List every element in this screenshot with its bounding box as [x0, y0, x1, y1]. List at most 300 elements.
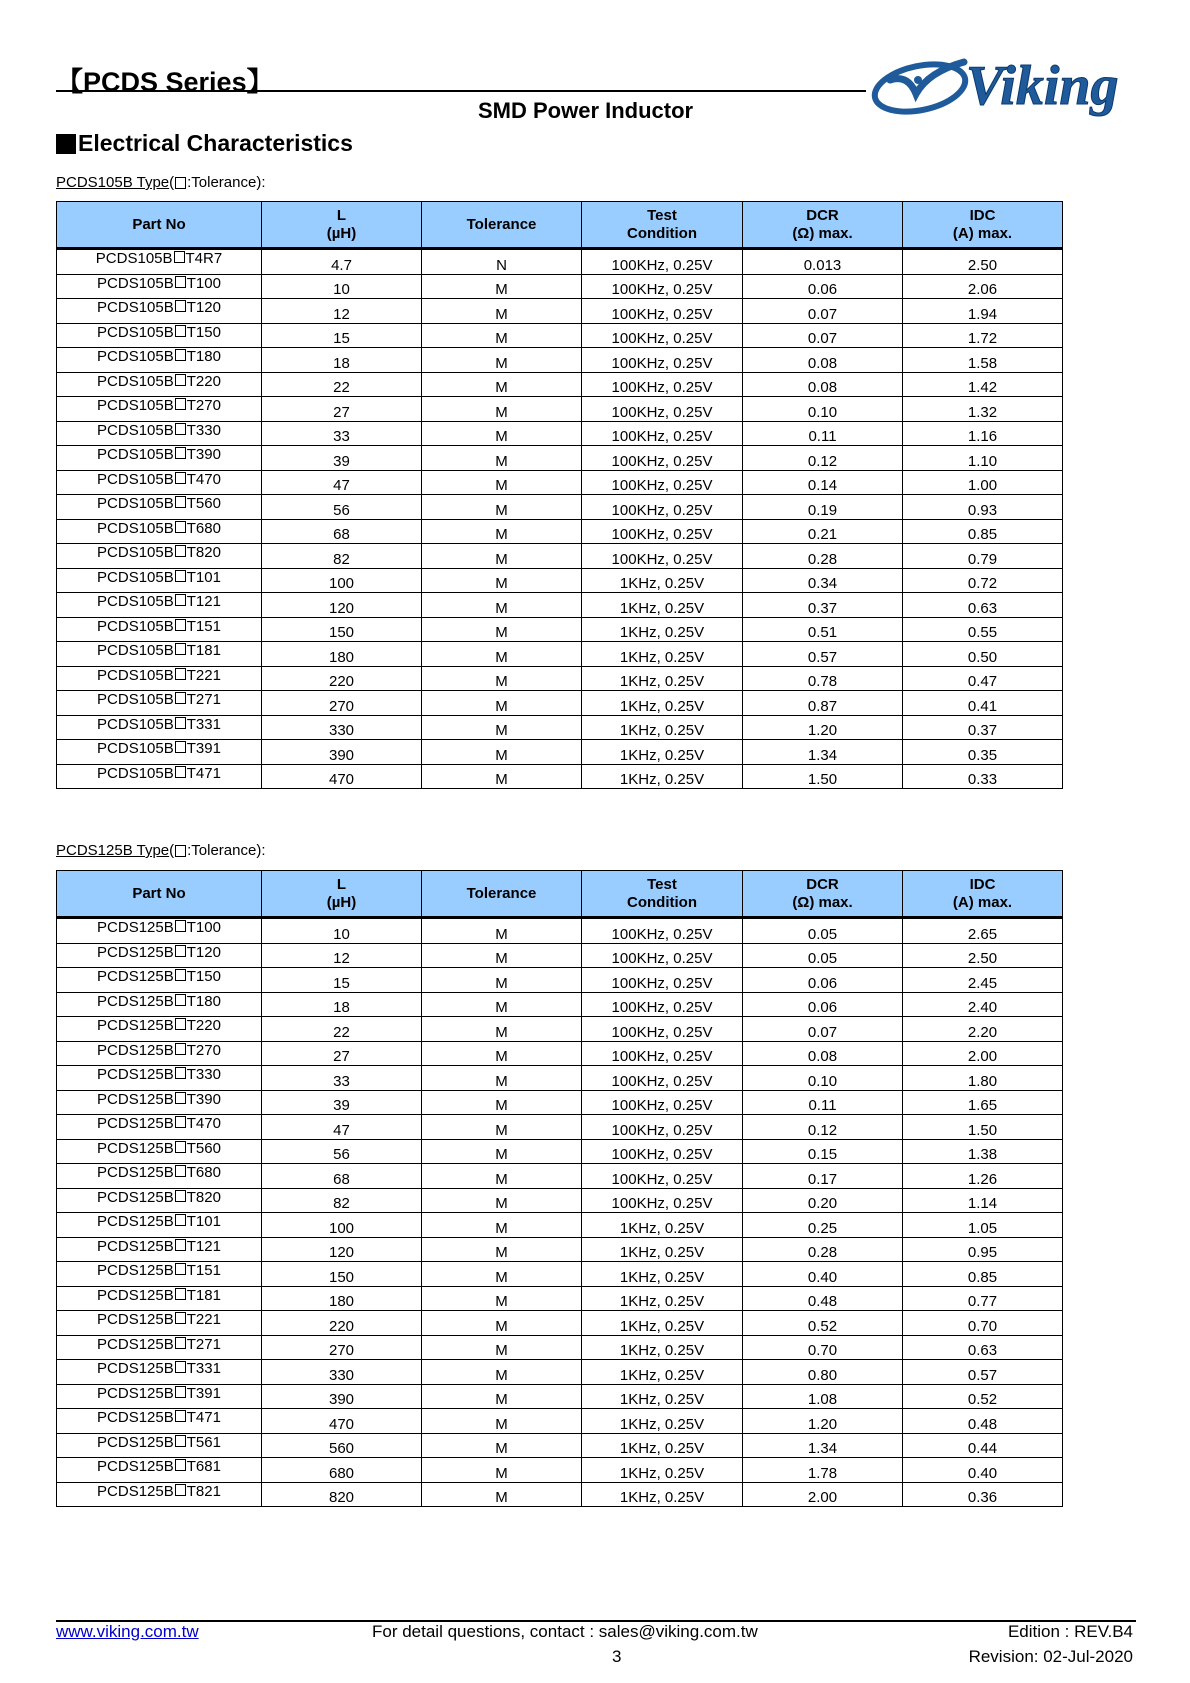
part-number-cell: PCDS105B T121 — [57, 593, 262, 618]
idc-cell: 0.52 — [903, 1384, 1063, 1409]
part-number-cell: PCDS125B T181 — [57, 1286, 262, 1311]
idc-cell: 1.72 — [903, 323, 1063, 348]
tolerance-cell: M — [422, 1311, 582, 1336]
tolerance-box-icon — [175, 1214, 186, 1226]
idc-cell: 2.45 — [903, 968, 1063, 993]
tolerance-box-icon — [175, 472, 186, 484]
part-number-cell: PCDS125B T271 — [57, 1335, 262, 1360]
dcr-cell: 0.013 — [743, 249, 903, 275]
tolerance-cell: M — [422, 348, 582, 373]
test-condition-cell: 1KHz, 0.25V — [582, 642, 743, 667]
tolerance-cell: M — [422, 1482, 582, 1507]
tolerance-cell: M — [422, 1409, 582, 1434]
table-row — [57, 740, 1063, 765]
header-test-condition: Test Condition — [582, 871, 743, 918]
footer-edition: Edition : REV.B4 — [1007, 1622, 1133, 1641]
tolerance-cell: M — [422, 1335, 582, 1360]
part-number-cell: PCDS125B T220 — [57, 1017, 262, 1042]
tolerance-box-icon — [175, 1312, 186, 1324]
table-row — [57, 1286, 1063, 1311]
part-number-cell: PCDS105B T680 — [57, 519, 262, 544]
tolerance-box-icon — [175, 398, 186, 410]
dcr-cell: 1.78 — [743, 1458, 903, 1483]
table-row — [57, 544, 1063, 569]
idc-cell: 0.48 — [903, 1409, 1063, 1434]
tolerance-box-icon — [175, 717, 186, 729]
inductance-cell: 680 — [262, 1458, 422, 1483]
table-row — [57, 274, 1063, 299]
table-row — [57, 1164, 1063, 1189]
inductance-cell: 270 — [262, 691, 422, 716]
tolerance-box-icon — [175, 1435, 186, 1447]
inductance-cell: 120 — [262, 593, 422, 618]
part-number-cell: PCDS125B T221 — [57, 1311, 262, 1336]
idc-cell: 0.77 — [903, 1286, 1063, 1311]
inductance-cell: 10 — [262, 918, 422, 944]
test-condition-cell: 100KHz, 0.25V — [582, 495, 743, 520]
test-condition-cell: 1KHz, 0.25V — [582, 593, 743, 618]
dcr-cell: 0.10 — [743, 1066, 903, 1091]
dcr-cell: 0.05 — [743, 918, 903, 944]
tolerance-box-icon — [175, 300, 186, 312]
inductance-cell: 390 — [262, 740, 422, 765]
tolerance-box-icon — [175, 692, 186, 704]
dcr-cell: 0.20 — [743, 1188, 903, 1213]
dcr-cell: 0.07 — [743, 299, 903, 324]
page-number: 3 — [612, 1647, 622, 1666]
tolerance-cell: M — [422, 1164, 582, 1189]
tolerance-box-icon — [175, 1410, 186, 1422]
part-number-cell: PCDS105B T330 — [57, 421, 262, 446]
idc-cell: 2.65 — [903, 918, 1063, 944]
table-row — [57, 1409, 1063, 1434]
test-condition-cell: 100KHz, 0.25V — [582, 470, 743, 495]
dcr-cell: 0.78 — [743, 666, 903, 691]
inductance-cell: 39 — [262, 1090, 422, 1115]
part-number-cell: PCDS105B T181 — [57, 642, 262, 667]
idc-cell: 0.55 — [903, 617, 1063, 642]
tolerance-box-icon — [175, 570, 186, 582]
tolerance-cell: M — [422, 1213, 582, 1238]
inductance-cell: 47 — [262, 1115, 422, 1140]
inductance-cell: 120 — [262, 1237, 422, 1262]
table-row — [57, 1311, 1063, 1336]
idc-cell: 0.35 — [903, 740, 1063, 765]
idc-cell: 0.63 — [903, 593, 1063, 618]
idc-cell: 1.80 — [903, 1066, 1063, 1091]
tolerance-cell: M — [422, 1237, 582, 1262]
table-row — [57, 968, 1063, 993]
tolerance-cell: M — [422, 1286, 582, 1311]
idc-cell: 2.50 — [903, 249, 1063, 275]
part-number-cell: PCDS105B T120 — [57, 299, 262, 324]
tolerance-box-icon — [175, 349, 186, 361]
inductance-cell: 330 — [262, 715, 422, 740]
tolerance-box-icon — [175, 177, 186, 189]
idc-cell: 1.00 — [903, 470, 1063, 495]
test-condition-cell: 100KHz, 0.25V — [582, 968, 743, 993]
header-inductance: L (µH) — [262, 202, 422, 249]
dcr-cell: 0.28 — [743, 1237, 903, 1262]
table-row — [57, 1188, 1063, 1213]
tolerance-cell: M — [422, 992, 582, 1017]
test-condition-cell: 100KHz, 0.25V — [582, 1066, 743, 1091]
test-condition-cell: 100KHz, 0.25V — [582, 348, 743, 373]
dcr-cell: 0.08 — [743, 348, 903, 373]
tolerance-box-icon — [175, 594, 186, 606]
dcr-cell: 0.11 — [743, 1090, 903, 1115]
tolerance-box-icon — [175, 1459, 186, 1471]
table-row — [57, 1458, 1063, 1483]
tolerance-box-icon — [175, 1239, 186, 1251]
part-number-cell: PCDS125B T471 — [57, 1409, 262, 1434]
test-condition-cell: 1KHz, 0.25V — [582, 1262, 743, 1287]
tolerance-cell: M — [422, 519, 582, 544]
tolerance-box-icon — [175, 1263, 186, 1275]
header-dcr: DCR (Ω) max. — [743, 202, 903, 249]
table-row — [57, 617, 1063, 642]
table-row — [57, 1433, 1063, 1458]
part-number-cell: PCDS105B T271 — [57, 691, 262, 716]
dcr-cell: 0.19 — [743, 495, 903, 520]
part-number-cell: PCDS105B T221 — [57, 666, 262, 691]
idc-cell: 1.14 — [903, 1188, 1063, 1213]
test-condition-cell: 100KHz, 0.25V — [582, 519, 743, 544]
dcr-cell: 0.51 — [743, 617, 903, 642]
tolerance-cell: M — [422, 299, 582, 324]
table2-electrical-characteristics — [56, 870, 1063, 1507]
tolerance-box-icon — [175, 1018, 186, 1030]
table-row — [57, 1066, 1063, 1091]
tolerance-box-icon — [175, 994, 186, 1006]
dcr-cell: 0.28 — [743, 544, 903, 569]
inductance-cell: 270 — [262, 1335, 422, 1360]
inductance-cell: 39 — [262, 446, 422, 471]
tolerance-cell: M — [422, 1458, 582, 1483]
table1-electrical-characteristics — [56, 201, 1063, 789]
idc-cell: 0.70 — [903, 1311, 1063, 1336]
table-row — [57, 519, 1063, 544]
footer-revision: Revision: 02-Jul-2020 — [968, 1647, 1133, 1666]
idc-cell: 0.57 — [903, 1360, 1063, 1385]
tolerance-cell: N — [422, 249, 582, 275]
document-subtitle: SMD Power Inductor — [478, 98, 694, 123]
test-condition-cell: 100KHz, 0.25V — [582, 274, 743, 299]
part-number-cell: PCDS125B T821 — [57, 1482, 262, 1507]
dcr-cell: 0.08 — [743, 1041, 903, 1066]
part-number-cell: PCDS125B T681 — [57, 1458, 262, 1483]
tolerance-box-icon — [175, 374, 186, 386]
part-number-cell: PCDS125B T101 — [57, 1213, 262, 1238]
viking-logo — [868, 50, 1168, 120]
table1-type-name: PCDS105B Type — [56, 174, 170, 191]
idc-cell: 0.85 — [903, 519, 1063, 544]
part-number-cell: PCDS125B T121 — [57, 1237, 262, 1262]
dcr-cell: 0.06 — [743, 274, 903, 299]
inductance-cell: 33 — [262, 1066, 422, 1091]
inductance-cell: 27 — [262, 1041, 422, 1066]
tolerance-cell: M — [422, 1262, 582, 1287]
tolerance-cell: M — [422, 544, 582, 569]
table-row — [57, 421, 1063, 446]
table-row — [57, 446, 1063, 471]
table2-type-name: PCDS125B Type — [56, 842, 170, 859]
dcr-cell: 0.25 — [743, 1213, 903, 1238]
test-condition-cell: 1KHz, 0.25V — [582, 568, 743, 593]
table-row — [57, 1041, 1063, 1066]
part-number-cell: PCDS105B T391 — [57, 740, 262, 765]
test-condition-cell: 1KHz, 0.25V — [582, 1482, 743, 1507]
dcr-cell: 0.07 — [743, 1017, 903, 1042]
test-condition-cell: 1KHz, 0.25V — [582, 691, 743, 716]
test-condition-cell: 1KHz, 0.25V — [582, 1458, 743, 1483]
idc-cell: 0.41 — [903, 691, 1063, 716]
dcr-cell: 0.40 — [743, 1262, 903, 1287]
idc-cell: 2.20 — [903, 1017, 1063, 1042]
idc-cell: 0.40 — [903, 1458, 1063, 1483]
dcr-cell: 0.06 — [743, 968, 903, 993]
tolerance-box-icon — [175, 945, 186, 957]
tolerance-box-icon — [175, 969, 186, 981]
test-condition-cell: 100KHz, 0.25V — [582, 918, 743, 944]
idc-cell: 1.94 — [903, 299, 1063, 324]
part-number-cell: PCDS125B T391 — [57, 1384, 262, 1409]
tolerance-cell: M — [422, 617, 582, 642]
header-part-no: Part No — [57, 202, 262, 249]
tolerance-cell: M — [422, 943, 582, 968]
idc-cell: 0.72 — [903, 568, 1063, 593]
tolerance-box-icon — [175, 1337, 186, 1349]
inductance-cell: 100 — [262, 1213, 422, 1238]
idc-cell: 2.50 — [903, 943, 1063, 968]
section-heading — [56, 130, 353, 157]
tolerance-box-icon — [175, 1386, 186, 1398]
table-row — [57, 568, 1063, 593]
test-condition-cell: 1KHz, 0.25V — [582, 1237, 743, 1262]
footer-contact: For detail questions, contact : sales@viking.com.tw — [372, 1622, 758, 1641]
dcr-cell: 0.34 — [743, 568, 903, 593]
part-number-cell: PCDS125B T560 — [57, 1139, 262, 1164]
tolerance-cell: M — [422, 666, 582, 691]
inductance-cell: 150 — [262, 617, 422, 642]
table-row — [57, 764, 1063, 789]
inductance-cell: 22 — [262, 372, 422, 397]
part-number-cell: PCDS125B T120 — [57, 943, 262, 968]
tolerance-cell: M — [422, 470, 582, 495]
inductance-cell: 820 — [262, 1482, 422, 1507]
idc-cell: 2.40 — [903, 992, 1063, 1017]
table-row — [57, 372, 1063, 397]
inductance-cell: 56 — [262, 1139, 422, 1164]
table-row — [57, 1335, 1063, 1360]
dcr-cell: 0.57 — [743, 642, 903, 667]
inductance-cell: 560 — [262, 1433, 422, 1458]
test-condition-cell: 100KHz, 0.25V — [582, 372, 743, 397]
dcr-cell: 0.87 — [743, 691, 903, 716]
tolerance-cell: M — [422, 715, 582, 740]
header-test-condition: Test Condition — [582, 202, 743, 249]
part-number-cell: PCDS105B T220 — [57, 372, 262, 397]
tolerance-box-icon — [175, 1043, 186, 1055]
idc-cell: 0.47 — [903, 666, 1063, 691]
idc-cell: 0.85 — [903, 1262, 1063, 1287]
inductance-cell: 18 — [262, 348, 422, 373]
test-condition-cell: 100KHz, 0.25V — [582, 1017, 743, 1042]
header-tolerance: Tolerance — [422, 871, 582, 918]
dcr-cell: 1.50 — [743, 764, 903, 789]
part-number-cell: PCDS105B T390 — [57, 446, 262, 471]
tolerance-cell: M — [422, 1384, 582, 1409]
inductance-cell: 33 — [262, 421, 422, 446]
table-row — [57, 1139, 1063, 1164]
idc-cell: 0.44 — [903, 1433, 1063, 1458]
test-condition-cell: 100KHz, 0.25V — [582, 1139, 743, 1164]
header-inductance: L (µH) — [262, 871, 422, 918]
table2-type-label: PCDS125B Type ( :Tolerance): — [56, 842, 266, 859]
test-condition-cell: 100KHz, 0.25V — [582, 544, 743, 569]
test-condition-cell: 1KHz, 0.25V — [582, 1311, 743, 1336]
test-condition-cell: 1KHz, 0.25V — [582, 1286, 743, 1311]
inductance-cell: 82 — [262, 1188, 422, 1213]
dcr-cell: 1.34 — [743, 1433, 903, 1458]
idc-cell: 1.38 — [903, 1139, 1063, 1164]
section-heading-text: Electrical Characteristics — [78, 130, 353, 156]
table-row — [57, 323, 1063, 348]
tolerance-box-icon — [175, 619, 186, 631]
inductance-cell: 15 — [262, 968, 422, 993]
dcr-cell: 0.17 — [743, 1164, 903, 1189]
table-row — [57, 495, 1063, 520]
part-number-cell: PCDS105B T270 — [57, 397, 262, 422]
tolerance-cell: M — [422, 1188, 582, 1213]
part-number-cell: PCDS105B T820 — [57, 544, 262, 569]
part-number-cell: PCDS125B T331 — [57, 1360, 262, 1385]
tolerance-cell: M — [422, 691, 582, 716]
inductance-cell: 220 — [262, 1311, 422, 1336]
dcr-cell: 1.20 — [743, 1409, 903, 1434]
dcr-cell: 0.05 — [743, 943, 903, 968]
tolerance-box-icon — [175, 668, 186, 680]
test-condition-cell: 100KHz, 0.25V — [582, 1164, 743, 1189]
table-row — [57, 992, 1063, 1017]
tolerance-box-icon — [175, 1165, 186, 1177]
table1-type-label: PCDS105B Type ( :Tolerance): — [56, 174, 266, 191]
table2-tolerance-note: :Tolerance): — [187, 842, 266, 859]
viking-swoosh-logo-icon — [870, 57, 969, 119]
tolerance-cell: M — [422, 1017, 582, 1042]
part-number-cell: PCDS105B T471 — [57, 764, 262, 789]
dcr-cell: 0.80 — [743, 1360, 903, 1385]
table-row — [57, 715, 1063, 740]
table-row — [57, 1017, 1063, 1042]
dcr-cell: 0.70 — [743, 1335, 903, 1360]
dcr-cell: 0.14 — [743, 470, 903, 495]
table-row — [57, 593, 1063, 618]
dcr-cell: 0.52 — [743, 1311, 903, 1336]
table-row — [57, 397, 1063, 422]
idc-cell: 0.79 — [903, 544, 1063, 569]
test-condition-cell: 1KHz, 0.25V — [582, 1213, 743, 1238]
part-number-cell: PCDS125B T561 — [57, 1433, 262, 1458]
idc-cell: 0.50 — [903, 642, 1063, 667]
part-number-cell: PCDS105B T100 — [57, 274, 262, 299]
footer-website-link[interactable]: www.viking.com.tw — [56, 1622, 199, 1641]
tolerance-cell: M — [422, 1115, 582, 1140]
dcr-cell: 0.15 — [743, 1139, 903, 1164]
inductance-cell: 18 — [262, 992, 422, 1017]
inductance-cell: 22 — [262, 1017, 422, 1042]
test-condition-cell: 100KHz, 0.25V — [582, 446, 743, 471]
tolerance-box-icon — [175, 276, 186, 288]
tolerance-cell: M — [422, 274, 582, 299]
tolerance-box-icon — [175, 766, 186, 778]
dcr-cell: 0.48 — [743, 1286, 903, 1311]
table-row — [57, 1213, 1063, 1238]
test-condition-cell: 100KHz, 0.25V — [582, 1115, 743, 1140]
inductance-cell: 180 — [262, 1286, 422, 1311]
test-condition-cell: 1KHz, 0.25V — [582, 1433, 743, 1458]
idc-cell: 0.36 — [903, 1482, 1063, 1507]
header-dcr: DCR (Ω) max. — [743, 871, 903, 918]
dcr-cell: 0.37 — [743, 593, 903, 618]
inductance-cell: 390 — [262, 1384, 422, 1409]
table-row — [57, 943, 1063, 968]
dcr-cell: 1.34 — [743, 740, 903, 765]
dcr-cell: 0.08 — [743, 372, 903, 397]
test-condition-cell: 1KHz, 0.25V — [582, 1384, 743, 1409]
tolerance-cell: M — [422, 323, 582, 348]
header-idc: IDC (A) max. — [903, 871, 1063, 918]
idc-cell: 1.10 — [903, 446, 1063, 471]
inductance-cell: 330 — [262, 1360, 422, 1385]
test-condition-cell: 100KHz, 0.25V — [582, 992, 743, 1017]
idc-cell: 1.65 — [903, 1090, 1063, 1115]
table-row — [57, 642, 1063, 667]
test-condition-cell: 100KHz, 0.25V — [582, 1090, 743, 1115]
test-condition-cell: 100KHz, 0.25V — [582, 1041, 743, 1066]
table-row — [57, 1360, 1063, 1385]
part-number-cell: PCDS125B T151 — [57, 1262, 262, 1287]
test-condition-cell: 1KHz, 0.25V — [582, 764, 743, 789]
dcr-cell: 1.08 — [743, 1384, 903, 1409]
tolerance-box-icon — [175, 325, 186, 337]
idc-cell: 1.42 — [903, 372, 1063, 397]
tolerance-box-icon — [175, 845, 186, 857]
table-row — [57, 1262, 1063, 1287]
tolerance-box-icon — [175, 447, 186, 459]
test-condition-cell: 1KHz, 0.25V — [582, 1409, 743, 1434]
header-idc: IDC (A) max. — [903, 202, 1063, 249]
tolerance-box-icon — [175, 423, 186, 435]
inductance-cell: 27 — [262, 397, 422, 422]
test-condition-cell: 100KHz, 0.25V — [582, 397, 743, 422]
test-condition-cell: 100KHz, 0.25V — [582, 249, 743, 275]
dcr-cell: 2.00 — [743, 1482, 903, 1507]
tolerance-cell: M — [422, 421, 582, 446]
idc-cell: 2.06 — [903, 274, 1063, 299]
table-row — [57, 1237, 1063, 1262]
tolerance-cell: M — [422, 568, 582, 593]
part-number-cell: PCDS125B T470 — [57, 1115, 262, 1140]
table-row — [57, 1115, 1063, 1140]
tolerance-box-icon — [175, 1484, 186, 1496]
tolerance-box-icon — [175, 1067, 186, 1079]
part-number-cell: PCDS105B T331 — [57, 715, 262, 740]
logo-wordmark: Viking — [966, 55, 1119, 117]
test-condition-cell: 100KHz, 0.25V — [582, 421, 743, 446]
tolerance-cell: M — [422, 446, 582, 471]
tolerance-cell: M — [422, 1433, 582, 1458]
